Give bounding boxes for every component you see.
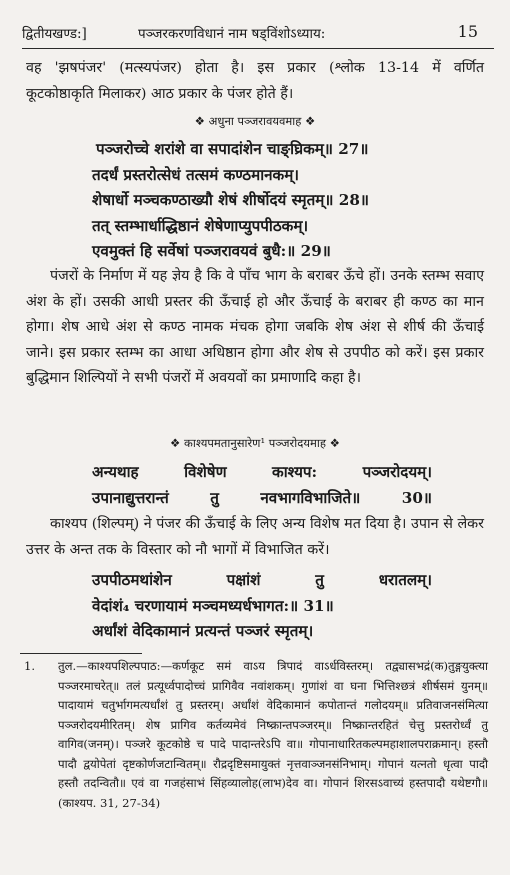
verse-line: उपपीठमथांशेन पक्षांशं तु धरातलम्। — [92, 571, 432, 589]
intro-paragraph — [26, 56, 484, 107]
verse-line: वेदांशं₄ चरणायामं मञ्चमध्यर्धभागत:॥ 31॥ — [92, 596, 334, 615]
footnote-rule — [20, 653, 142, 654]
page-number: 15 — [457, 22, 478, 41]
verse-line: शेषार्धो मञ्चकण्ठाख्यौ शेषं शीर्षोदयं स्मृतम्॥ 28॥ — [92, 191, 369, 209]
running-header — [22, 24, 492, 48]
verse-block-3 — [92, 568, 432, 645]
header-section: द्वितीयखण्ड:] — [22, 26, 87, 42]
intro-line: कूटकोष्ठाकृति मिलाकर) आठ प्रकार के पंजर होते हैं। — [26, 85, 294, 102]
footnote-number: 1. — [24, 659, 36, 673]
verse-line: तदर्धं प्रस्तरोत्सेधं तत्समं कण्ठमानकम्। — [92, 165, 300, 184]
verse-line: तत् स्तम्भार्धाद्धिष्ठानं शेषेणाप्युपपीठकम्। — [92, 216, 309, 235]
translation-paragraph-2: काश्यप (शिल्पम्) ने पंजर की ऊँचाई के लिए अन्य विशेष मत दिया है। उपान से लेकर उत्तर के अन्त तक के विस्तार को नौ भागों में विभाजित करें। — [26, 516, 484, 558]
verse-line: उपानाद्युत्तरान्तं तु नवभागविभाजिते॥ 30॥ — [92, 488, 432, 507]
verse-line: अन्यथाह विशेषेण काश्यप: पञ्जरोदयम्। — [92, 463, 432, 481]
verse-line: एवमुक्तं हि सर्वेषां पञ्जरावयवं बुधै:॥ 29॥ — [92, 242, 331, 260]
intro-line: वह 'झषपंजर' (मत्स्यपंजर) होता है। इस प्रकार (श्लोक 13-14 में वर्णित — [26, 60, 484, 76]
section-heading-1: ❖ अधुना पञ्जरावयवमाह ❖ — [194, 114, 316, 128]
verse-line: अर्धांशं वेदिकामानं प्रत्यन्तं पञ्जरं स्मृतम्। — [92, 622, 314, 640]
verse-block-1 — [92, 137, 442, 265]
verse-line: पञ्जरोच्चे शरांशे वा सपादांशेन चाङ्घ्रिकम्॥ 27॥ — [96, 140, 369, 158]
translation-paragraph-1: पंजरों के निर्माण में यह ज्ञेय है कि वे पाँच भाग के बराबर ऊँचे हों। उनके स्तम्भ सवाए अंश के हों। उसकी आधी प्रस्तर की ऊँचाई हो और ऊँचाई के बराबर ही कण्ठ का मान होगा। शेष आधे अंश से कण्ठ नामक मंचक होगा जबकि शेष अंश से शीर्ष की ऊँचाई जाने। इस प्रकार स्तम्भ का आधा अधिष्ठान होगा और शेष से उपपीठ को करें। इस प्रकार बुद्धिमान शिल्पियों ने सभी पंजरों में अवयवों का प्रमाणादि कहा है। — [26, 268, 484, 386]
header-rule — [22, 48, 494, 49]
footnote-text: तुल.—काश्यपशिल्पपाठ:—कर्णकूट समं वाऽय त्रिपादं वाऽर्धविस्तरम्। तद्व्यासभद्रं(क)तुङ्गयुक्त्या पञ्जरमाचरेत्॥ तलं प्रत्यूर्ध्वपादोच्चं प्रागिवैव नवांशकम्। गुणांशं वा घना भित्तिश्छत्रं शीर्षसमं युनम्॥ पादायामं चतुर्भागमत्यर्धांशं तु प्रस्तरम्। अर्धांशं वेदिकामानं कपोतान्तं गलोदयम्॥ प्रतिवाजनसंमित्या पञ्जरोदयमीरितम्। शेष प्रागिव कर्तव्यमेवं निष्क्रान्तपञ्जरम्॥ निष्क्रान्तरहितं चेत्तु प्रस्तरोर्ध्वं तु वागिव(जनम्)। पञ्जरे कूटकोष्ठे च पादे पादान्तरेऽपि वा॥ गोपानाधारितकल्पमहाशालपराक्रमान्। हस्तौ पादौ द्वयोपेतां दृष्टकोर्णजटान्वितम्॥ रौद्रदृष्टिसमायुक्तं नृत्तवाञ्जनसंनिभाम्। गोपानं यत्नतो धृत्वा पादौ हस्तौ तदन्वितौ॥ एवं वा गजहंसाभं सिंहव्यालोह(लाभ)देव वा। गोपानं शिरसऽवाच्यं हस्तपादौ यथेष्टगौ॥ (काश्यप. 31, 27-34) — [58, 659, 488, 810]
verse-block-2 — [92, 460, 432, 511]
footnote — [24, 657, 488, 813]
header-chapter-title: पञ्जरकरणविधानं नाम षड्विंशोऽध्याय: — [138, 26, 326, 42]
section-heading-2: ❖ काश्यपमतानुसारेण¹ पञ्जरोदयमाह ❖ — [170, 436, 340, 450]
